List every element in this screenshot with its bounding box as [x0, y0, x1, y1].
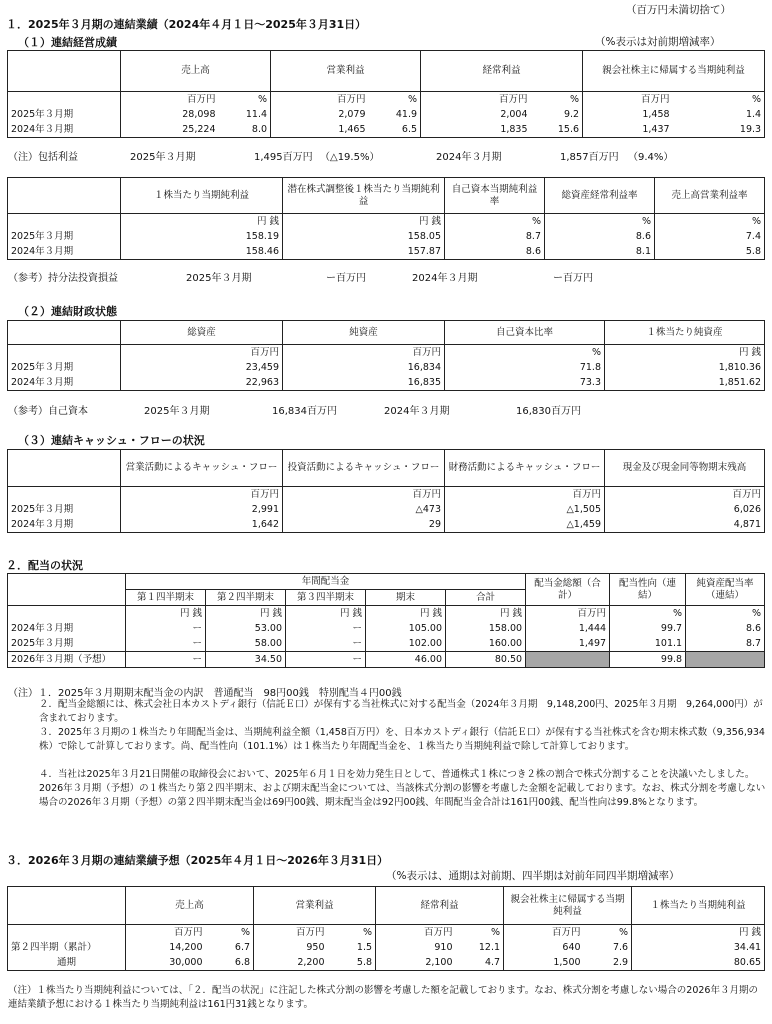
table-cell: ー [286, 652, 366, 668]
table-cell: 8.0 [219, 122, 271, 138]
table-cell: 2,004 [421, 107, 531, 122]
col-header: 売上高営業利益率 [655, 178, 765, 214]
section1-title: １．2025年３月期の連結業績（2024年４月１日～2025年３月31日） [6, 18, 367, 31]
dividend-note-3: ３．2025年３月期の１株当たり年間配当金は、当期純利益全額（1,458百万円）を、日本カストディ銀行（信託Ｅ口）が保有する当社株式を含む期末株式数（9,356,934株）で除して計算しております。尚、配当性向（101.1%）は１株当たり年間配当金を、１株当たり当期純利益で除して計算しております。 [39, 727, 765, 752]
table-cell: ー [286, 636, 366, 652]
dividend-note-4: ４．当社は2025年３月21日開催の取締役会において、2025年６月１日を効力発生日として、普通株式１株につき２株の割合で株式分割することを決議いたしました。2026年３月期（予想）の１株当たり第２四半期末、および期末配当金については、当該株式分割の影響を考慮した金額を記載しております。なお、株式分割を考慮しない場合の2026年３月期（予想）の第２四半期末配当金は69円00銭、期末配当金は92円00銭、年間配当金合計は161円00銭、配当性向は99.8%となります。 [39, 769, 766, 808]
col-header: 自己資本当期純利益率 [445, 178, 545, 214]
table-cell: % [686, 606, 765, 622]
table-cell: 百万円 [254, 925, 328, 941]
table-cell: 99.8 [610, 652, 686, 668]
table-cell: 23,459 [121, 360, 283, 375]
table-cell: 8.6 [545, 229, 655, 244]
col-header: 配当性向（連結） [610, 574, 686, 606]
table-cell: % [206, 925, 254, 941]
table-cell: 910 [376, 940, 456, 955]
table-cell: % [445, 345, 605, 361]
dividend-note-2: ２．配当金総額には、株式会社日本カストディ銀行（信託Ｅ口）が保有する当社株式に対する配当金（2024年３月期 9,148,200円、2025年３月期 9,264,000円）が含まれております。 [39, 699, 763, 724]
col-header: 純資産配当率（連結） [686, 574, 765, 606]
table-cell: 2026年３月期（予想） [8, 652, 126, 668]
table-row [8, 517, 765, 533]
per-share-table [7, 177, 765, 260]
table-cell: 28,098 [121, 107, 219, 122]
table-cell: 58.00 [206, 636, 286, 652]
col-header: １株当たり当期純利益 [121, 178, 283, 214]
table-row [8, 375, 765, 391]
table-cell: 1,437 [583, 122, 673, 138]
table-cell: % [584, 925, 632, 941]
col-header: 合計 [446, 590, 526, 606]
table-cell: ー [286, 621, 366, 636]
table-cell: 1.4 [673, 107, 765, 122]
table-cell: 円 銭 [126, 606, 206, 622]
table-cell: 百万円 [445, 487, 605, 503]
table-cell: 2025年３月期 [8, 107, 121, 122]
table-cell: 1,851.62 [605, 375, 765, 391]
table-cell: 2024年３月期 [8, 517, 121, 533]
col-header: 営業利益 [271, 51, 421, 92]
col-header: 財務活動によるキャッシュ・フロー [445, 450, 605, 487]
table-cell: 158.05 [283, 229, 445, 244]
col-header: 第２四半期末 [206, 590, 286, 606]
table-row [8, 244, 765, 260]
table-row [8, 940, 765, 955]
col-header: 自己資本比率 [445, 321, 605, 345]
table-cell: 2,100 [376, 955, 456, 971]
table-cell: 34.50 [206, 652, 286, 668]
col-header: 営業利益 [254, 887, 376, 925]
table-cell: 8.7 [686, 636, 765, 652]
table-cell: ー [126, 652, 206, 668]
table-cell: 80.50 [446, 652, 526, 668]
col-header: 営業活動によるキャッシュ・フロー [121, 450, 283, 487]
unit-cell: % [219, 92, 271, 108]
table-cell: 15.6 [531, 122, 583, 138]
table-row [8, 955, 765, 971]
table-cell: 71.8 [445, 360, 605, 375]
table-cell: 30,000 [126, 955, 206, 971]
table-row [8, 360, 765, 375]
table-cell: 4.7 [456, 955, 504, 971]
table-cell: 2024年３月期 [8, 375, 121, 391]
table-cell: 円 銭 [605, 345, 765, 361]
table-cell: 円 銭 [286, 606, 366, 622]
table-cell: 25,224 [121, 122, 219, 138]
col-header: 経常利益 [421, 51, 583, 92]
section2-title: ２．配当の状況 [6, 559, 83, 572]
table-cell: 2,079 [271, 107, 369, 122]
empty-cell [8, 487, 121, 503]
financial-position-table [7, 320, 765, 391]
col-header: 経常利益 [376, 887, 504, 925]
table-cell: 157.87 [283, 244, 445, 260]
sub1-pct-note: （%表示は対前期増減率） [595, 36, 721, 48]
table-cell: 6,026 [605, 502, 765, 517]
empty-cell [8, 450, 121, 487]
table-cell: % [545, 214, 655, 230]
sub3-title: （３）連結キャッシュ・フローの状況 [18, 434, 205, 447]
table-cell: 160.00 [446, 636, 526, 652]
table-cell: 2025年３月期 [8, 229, 121, 244]
unit-cell: % [369, 92, 421, 108]
empty-cell [8, 321, 121, 345]
table-cell: 101.1 [610, 636, 686, 652]
table-cell: 14,200 [126, 940, 206, 955]
empty-cell [8, 92, 121, 108]
col-header: 第３四半期末 [286, 590, 366, 606]
table-cell: 6.5 [369, 122, 421, 138]
comprehensive-income-note: （注）包括利益 2025年３月期 1,495百万円 （△19.5%） 2024年３月期 1,857百万円 （9.4%） [8, 152, 674, 163]
col-header: 総資産経常利益率 [545, 178, 655, 214]
table-cell: 16,834 [283, 360, 445, 375]
table-cell: 5.8 [655, 244, 765, 260]
operating-results-table [7, 50, 765, 138]
table-cell: 158.46 [121, 244, 283, 260]
table-cell: 百万円 [526, 606, 610, 622]
table-cell: ー [126, 621, 206, 636]
table-cell: 950 [254, 940, 328, 955]
table-cell: 22,963 [121, 375, 283, 391]
table-cell: 99.7 [610, 621, 686, 636]
table-cell: 2025年３月期 [8, 636, 126, 652]
col-header: 総資産 [121, 321, 283, 345]
table-cell: 1,458 [583, 107, 673, 122]
table-cell: 2024年３月期 [8, 122, 121, 138]
table-cell: 百万円 [126, 925, 206, 941]
table-cell: 1,500 [504, 955, 584, 971]
col-header: １株当たり当期純利益 [632, 887, 765, 925]
unit-cell: 百万円 [121, 92, 219, 108]
table-cell: 百万円 [283, 345, 445, 361]
table-cell: 円 銭 [446, 606, 526, 622]
table-cell: 円 銭 [366, 606, 446, 622]
table-cell [686, 652, 765, 668]
dividends-table [7, 573, 765, 668]
table-cell: ー [126, 636, 206, 652]
table-cell: 2025年３月期 [8, 502, 121, 517]
section3-pct-note: （%表示は、通期は対前期、四半期は対前年同四半期増減率） [386, 870, 680, 882]
table-cell: 9.2 [531, 107, 583, 122]
table-cell: 8.6 [445, 244, 545, 260]
table-cell: 640 [504, 940, 584, 955]
unit-cell: 百万円 [271, 92, 369, 108]
table-cell: 73.3 [445, 375, 605, 391]
table-cell: 2.9 [584, 955, 632, 971]
cash-flow-table [7, 449, 765, 533]
equity-note: （参考）自己資本 2025年３月期 16,834百万円 2024年３月期 16,830百万円 [8, 406, 581, 417]
empty-cell [8, 178, 121, 214]
table-cell [526, 652, 610, 668]
empty-cell [8, 51, 121, 92]
table-cell: % [456, 925, 504, 941]
table-cell: 19.3 [673, 122, 765, 138]
group-header: 年間配当金 [126, 574, 526, 590]
sub2-title: （２）連結財政状態 [18, 305, 117, 318]
table-row [8, 229, 765, 244]
empty-cell [8, 925, 126, 941]
table-cell: 6.7 [206, 940, 254, 955]
unit-cell: 百万円 [583, 92, 673, 108]
table-cell: 7.4 [655, 229, 765, 244]
col-header: 第１四半期末 [126, 590, 206, 606]
table-cell: 円 銭 [121, 214, 283, 230]
table-cell: 1,444 [526, 621, 610, 636]
table-row [8, 502, 765, 517]
table-cell: 8.6 [686, 621, 765, 636]
empty-cell [8, 887, 126, 925]
unit-cell: 百万円 [421, 92, 531, 108]
table-cell: 34.41 [632, 940, 765, 955]
col-header: 配当金総額（合計） [526, 574, 610, 606]
table-cell: 2024年３月期 [8, 244, 121, 260]
col-header: 期末 [366, 590, 446, 606]
col-header: 売上高 [126, 887, 254, 925]
table-cell: 百万円 [121, 487, 283, 503]
table-cell: 第２四半期（累計） [8, 940, 126, 955]
col-header: 純資産 [283, 321, 445, 345]
table-cell: 百万円 [283, 487, 445, 503]
equity-method-note: （参考）持分法投資損益 2025年３月期 ー百万円 2024年３月期 ー百万円 [8, 273, 593, 284]
table-cell: 2,200 [254, 955, 328, 971]
table-cell: 105.00 [366, 621, 446, 636]
table-cell: 1,835 [421, 122, 531, 138]
table-cell: 158.19 [121, 229, 283, 244]
table-cell: 百万円 [376, 925, 456, 941]
col-header: 親会社株主に帰属する当期純利益 [583, 51, 765, 92]
table-cell: 102.00 [366, 636, 446, 652]
table-row [8, 636, 765, 652]
table-cell: 通期 [8, 955, 126, 971]
table-cell: 1,810.36 [605, 360, 765, 375]
table-row [8, 621, 765, 636]
table-cell: % [610, 606, 686, 622]
empty-cell [8, 345, 121, 361]
table-row [8, 122, 765, 138]
empty-cell [8, 606, 126, 622]
forecast-note: （注）１株当たり当期純利益については、「２．配当の状況」に注記した株式分割の影響を考慮した額を記載しております。なお、株式分割を考慮しない場合の2026年３月期の連結業績予想における１株当たり当期純利益は161円31銭となります。 [8, 985, 758, 1010]
table-cell: % [328, 925, 376, 941]
col-header: 投資活動によるキャッシュ・フロー [283, 450, 445, 487]
unit-cell: % [531, 92, 583, 108]
table-cell: 円 銭 [283, 214, 445, 230]
sub1-title: （１）連結経営成績 [18, 36, 117, 49]
table-cell: 百万円 [504, 925, 584, 941]
section3-title: ３．2026年３月期の連結業績予想（2025年４月１日～2026年３月31日） [6, 854, 389, 867]
table-cell: 7.6 [584, 940, 632, 955]
table-cell: 百万円 [605, 487, 765, 503]
table-cell: 29 [283, 517, 445, 533]
table-cell: △473 [283, 502, 445, 517]
table-cell: % [655, 214, 765, 230]
table-cell: 8.7 [445, 229, 545, 244]
col-header: 潜在株式調整後１株当たり当期純利益 [283, 178, 445, 214]
unit-cell: % [673, 92, 765, 108]
table-cell: 41.9 [369, 107, 421, 122]
table-cell: 1.5 [328, 940, 376, 955]
table-cell: 12.1 [456, 940, 504, 955]
table-cell: 百万円 [121, 345, 283, 361]
table-cell: 4,871 [605, 517, 765, 533]
table-cell: 円 銭 [206, 606, 286, 622]
empty-cell [8, 574, 126, 590]
table-cell: 16,835 [283, 375, 445, 391]
table-cell: 80.65 [632, 955, 765, 971]
table-cell: 5.8 [328, 955, 376, 971]
table-cell: 2,991 [121, 502, 283, 517]
table-cell: 6.8 [206, 955, 254, 971]
table-cell: 46.00 [366, 652, 446, 668]
table-cell: 8.1 [545, 244, 655, 260]
forecast-table [7, 886, 765, 971]
col-header: １株当たり純資産 [605, 321, 765, 345]
col-header: 現金及び現金同等物期末残高 [605, 450, 765, 487]
table-cell: 円 銭 [632, 925, 765, 941]
empty-cell [8, 214, 121, 230]
empty-cell [8, 590, 126, 606]
table-cell: % [445, 214, 545, 230]
table-cell: 158.00 [446, 621, 526, 636]
table-cell: 11.4 [219, 107, 271, 122]
unit-note: （百万円未満切捨て） [626, 4, 731, 16]
table-cell: 2024年３月期 [8, 621, 126, 636]
table-cell: 53.00 [206, 621, 286, 636]
dividend-note-1: （注）１．2025年３月期期末配当金の内訳 普通配当 98円00銭 特別配当４円00銭 [8, 688, 402, 699]
table-cell: 1,465 [271, 122, 369, 138]
table-cell: 2025年３月期 [8, 360, 121, 375]
table-row [8, 107, 765, 122]
col-header: 親会社株主に帰属する当期純利益 [504, 887, 632, 925]
table-row [8, 652, 765, 668]
table-cell: 1,642 [121, 517, 283, 533]
table-cell: △1,459 [445, 517, 605, 533]
table-cell: 1,497 [526, 636, 610, 652]
table-cell: △1,505 [445, 502, 605, 517]
col-header: 売上高 [121, 51, 271, 92]
